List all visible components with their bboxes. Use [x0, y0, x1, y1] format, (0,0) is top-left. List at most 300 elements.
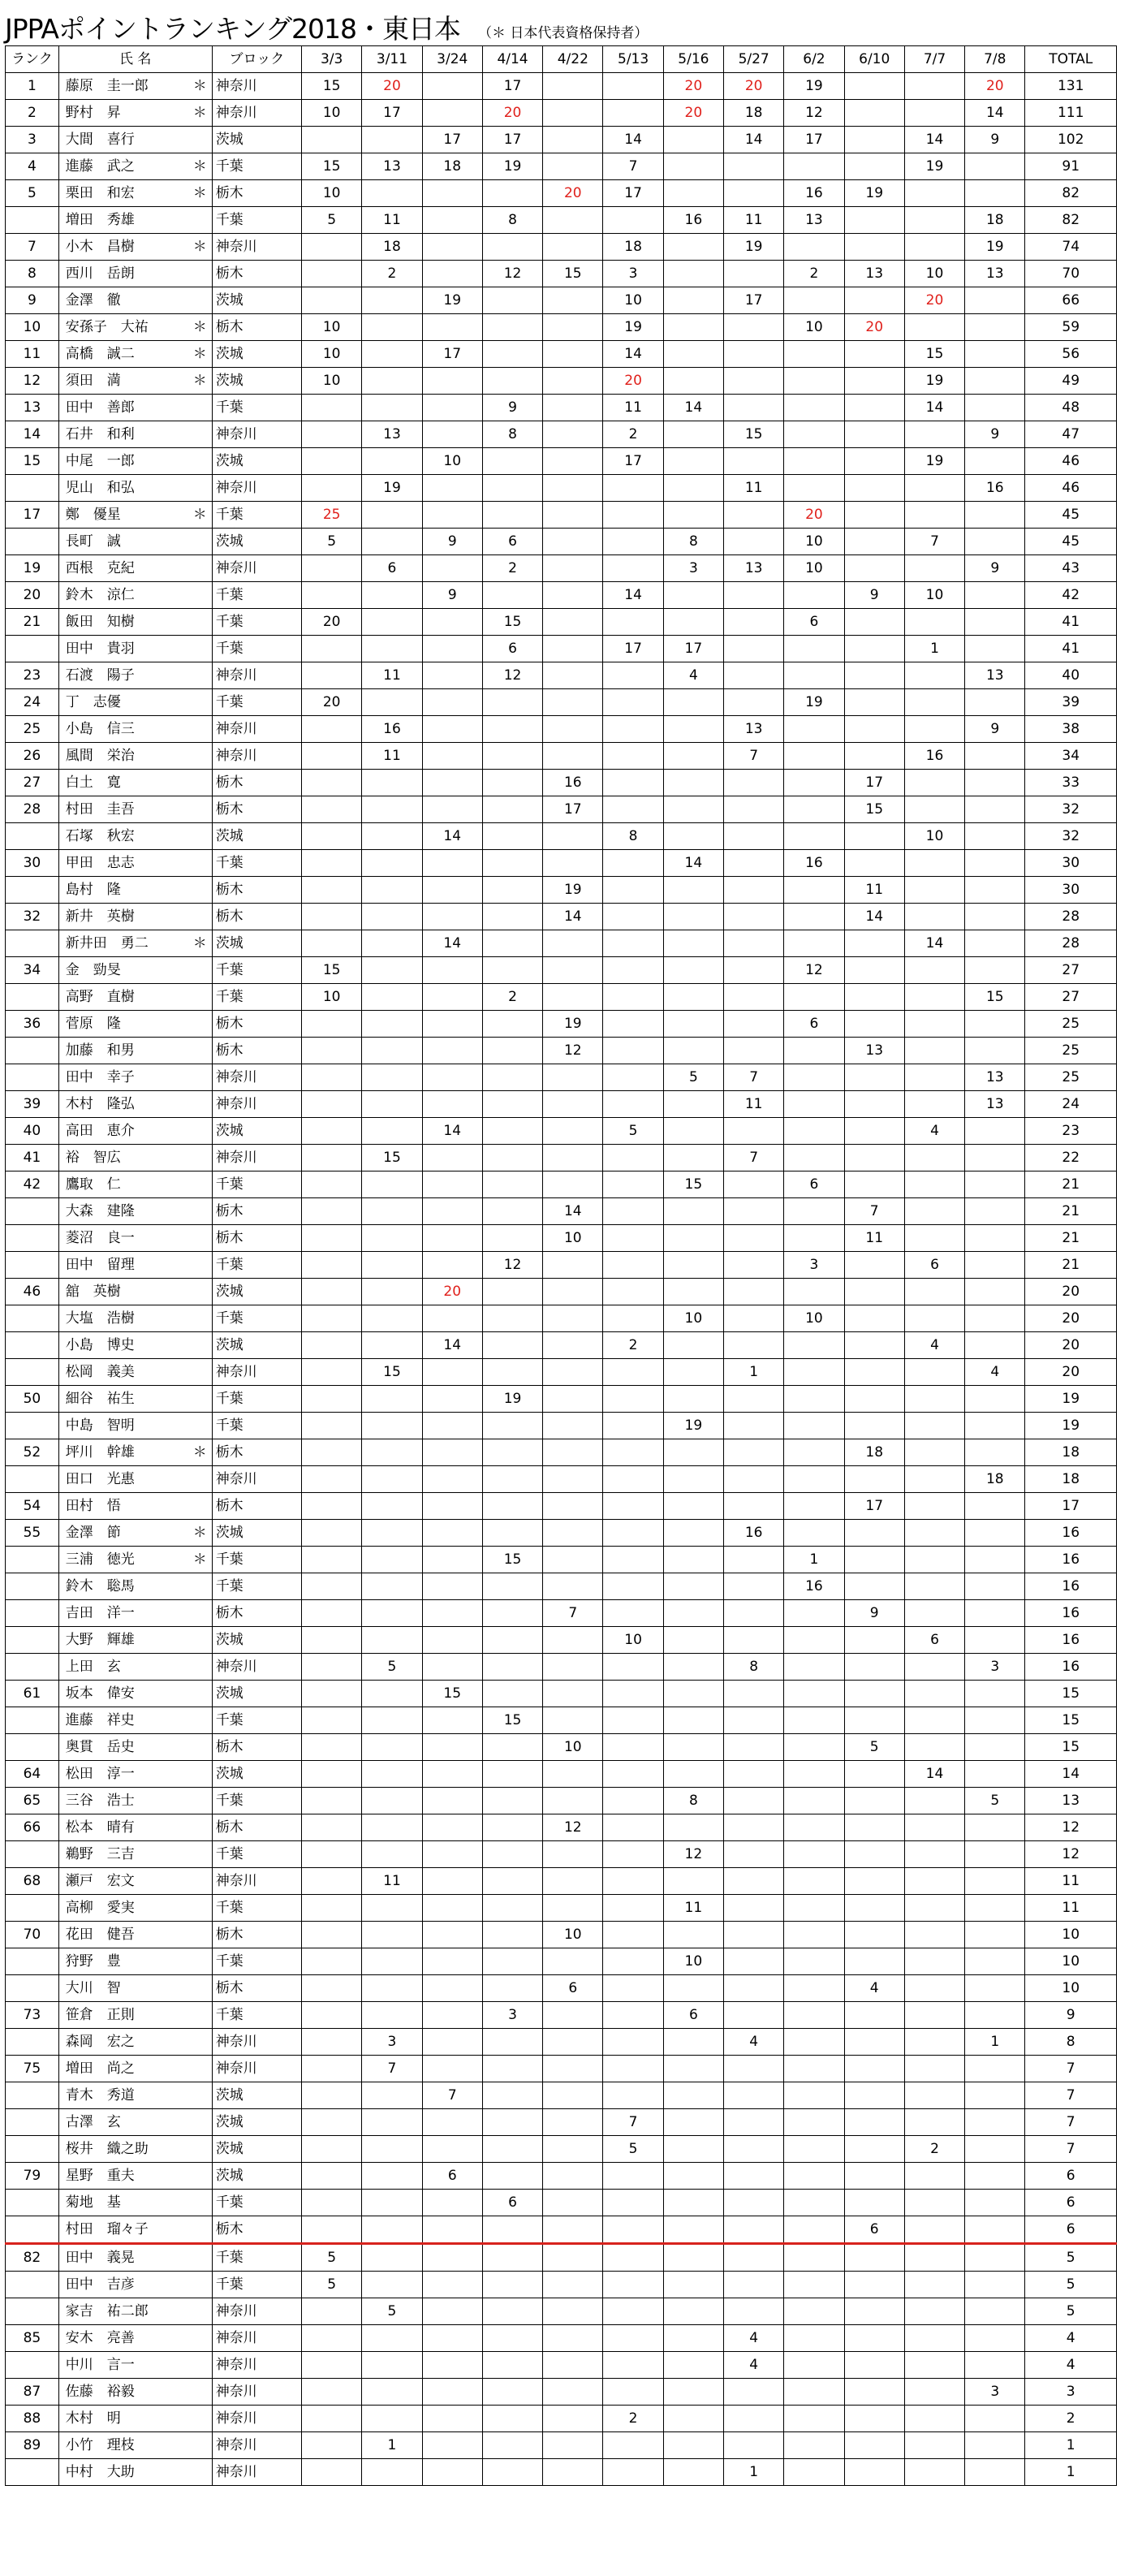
score-cell [724, 1225, 784, 1252]
score-cell [784, 823, 844, 850]
score-cell [302, 904, 362, 930]
score-cell [724, 636, 784, 662]
score-cell [543, 609, 603, 636]
score-cell [302, 1520, 362, 1547]
score-cell [302, 1600, 362, 1627]
score-cell [965, 448, 1025, 475]
rank-cell: 24 [6, 689, 59, 716]
total-cell: 24 [1025, 1091, 1117, 1118]
score-cell [482, 1573, 542, 1600]
score-cell [784, 448, 844, 475]
score-cell [904, 1145, 964, 1171]
score-cell [482, 1948, 542, 1975]
rank-cell: 55 [6, 1520, 59, 1547]
player-name: 西根 克紀 [65, 560, 135, 576]
score-cell [904, 1975, 964, 2002]
score-cell [965, 823, 1025, 850]
table-row [6, 234, 1117, 261]
block-cell: 茨城 [212, 1332, 301, 1359]
score-cell [482, 448, 542, 475]
score-cell [663, 2272, 723, 2298]
score-cell [543, 448, 603, 475]
score-cell [422, 555, 482, 582]
score-cell: 15 [302, 73, 362, 100]
score-cell: 14 [422, 930, 482, 957]
score-cell: 20 [302, 689, 362, 716]
score-cell [603, 2029, 663, 2056]
score-cell: 14 [603, 127, 663, 153]
total-cell: 21 [1025, 1198, 1117, 1225]
player-name: 安木 亮善 [65, 2330, 135, 2346]
score-cell [965, 609, 1025, 636]
score-cell [543, 743, 603, 770]
header-date: 7/7 [904, 46, 964, 73]
score-cell [663, 1654, 723, 1681]
score-cell [302, 261, 362, 287]
name-cell [58, 1145, 212, 1171]
table-row [6, 1868, 1117, 1895]
rank-cell [6, 1413, 59, 1439]
table-row [6, 1600, 1117, 1627]
score-cell [482, 2432, 542, 2459]
score-cell [904, 904, 964, 930]
score-cell: 5 [844, 1734, 904, 1761]
score-cell: 15 [482, 609, 542, 636]
score-cell [965, 1895, 1025, 1922]
total-cell: 16 [1025, 1573, 1117, 1600]
table-row [6, 1788, 1117, 1814]
score-cell [844, 207, 904, 234]
score-cell [844, 341, 904, 368]
score-cell [603, 1788, 663, 1814]
score-cell [543, 1252, 603, 1279]
score-cell [482, 1305, 542, 1332]
player-name: 三谷 浩士 [65, 1793, 135, 1809]
score-cell [784, 1600, 844, 1627]
player-name: 高橋 誠二 [65, 346, 135, 362]
score-cell [422, 1359, 482, 1386]
score-cell [362, 1975, 422, 2002]
score-cell [784, 2029, 844, 2056]
rank-cell: 65 [6, 1788, 59, 1814]
score-cell [724, 180, 784, 207]
score-cell [543, 1091, 603, 1118]
score-cell [663, 1011, 723, 1038]
player-name: 丁 志優 [65, 694, 121, 710]
table-row [6, 1627, 1117, 1654]
qualification-mark: ＊ [192, 158, 207, 175]
score-cell [482, 796, 542, 823]
name-cell [58, 2109, 212, 2136]
total-cell: 46 [1025, 475, 1117, 502]
score-cell [543, 2432, 603, 2459]
score-cell [422, 662, 482, 689]
score-cell: 19 [724, 234, 784, 261]
score-cell [663, 1734, 723, 1761]
score-cell [302, 1493, 362, 1520]
score-cell [422, 957, 482, 984]
score-cell [784, 1332, 844, 1359]
score-cell [844, 1118, 904, 1145]
score-cell [965, 877, 1025, 904]
player-name: 三浦 徳光 [65, 1551, 135, 1568]
score-cell [362, 1895, 422, 1922]
score-cell [603, 1895, 663, 1922]
score-cell [362, 850, 422, 877]
score-cell: 16 [784, 180, 844, 207]
score-cell: 15 [362, 1359, 422, 1386]
block-cell: 茨城 [212, 368, 301, 395]
score-cell [663, 341, 723, 368]
score-cell [422, 2432, 482, 2459]
score-cell [904, 2109, 964, 2136]
score-cell [965, 1681, 1025, 1707]
score-cell: 15 [422, 1681, 482, 1707]
score-cell: 4 [663, 662, 723, 689]
score-cell [844, 984, 904, 1011]
score-cell: 3 [482, 2002, 542, 2029]
score-cell [965, 1627, 1025, 1654]
score-cell [784, 2056, 844, 2082]
name-cell [58, 448, 212, 475]
score-cell [724, 2432, 784, 2459]
score-cell [724, 2406, 784, 2432]
score-cell [302, 2136, 362, 2163]
table-row [6, 716, 1117, 743]
score-cell [784, 904, 844, 930]
table-row [6, 1814, 1117, 1841]
total-cell: 17 [1025, 1493, 1117, 1520]
score-cell [965, 1225, 1025, 1252]
table-row [6, 770, 1117, 796]
qualification-mark: ＊ [192, 346, 207, 362]
score-cell [784, 2406, 844, 2432]
score-cell [482, 930, 542, 957]
score-cell [603, 2432, 663, 2459]
total-cell: 5 [1025, 2244, 1117, 2272]
rank-cell [6, 2190, 59, 2216]
table-row [6, 1252, 1117, 1279]
block-cell: 千葉 [212, 609, 301, 636]
score-cell: 10 [302, 341, 362, 368]
score-cell [362, 770, 422, 796]
score-cell [784, 2109, 844, 2136]
score-cell [904, 1305, 964, 1332]
total-cell: 16 [1025, 1520, 1117, 1547]
score-cell [543, 207, 603, 234]
table-row [6, 957, 1117, 984]
score-cell [663, 2406, 723, 2432]
score-cell: 10 [302, 984, 362, 1011]
total-cell: 7 [1025, 2136, 1117, 2163]
score-cell [724, 1788, 784, 1814]
score-cell [543, 2379, 603, 2406]
score-cell [724, 984, 784, 1011]
score-cell [482, 287, 542, 314]
score-cell [844, 1279, 904, 1305]
block-cell: 神奈川 [212, 2379, 301, 2406]
score-cell [965, 368, 1025, 395]
player-name: 中島 智明 [65, 1417, 135, 1434]
table-row [6, 904, 1117, 930]
table-row [6, 2379, 1117, 2406]
score-cell [422, 1225, 482, 1252]
score-cell [724, 1198, 784, 1225]
score-cell: 20 [603, 368, 663, 395]
total-cell: 20 [1025, 1332, 1117, 1359]
score-cell [482, 1841, 542, 1868]
score-cell: 19 [904, 448, 964, 475]
page-header [5, 2, 648, 47]
score-cell [965, 796, 1025, 823]
score-cell [663, 930, 723, 957]
block-cell: 千葉 [212, 1413, 301, 1439]
header-date: 4/14 [482, 46, 542, 73]
score-cell [965, 1011, 1025, 1038]
player-name: 甲田 忠志 [65, 855, 135, 871]
score-cell: 13 [844, 1038, 904, 1064]
score-cell [603, 2298, 663, 2325]
score-cell [965, 1868, 1025, 1895]
score-cell [663, 1707, 723, 1734]
block-cell: 千葉 [212, 2244, 301, 2272]
score-cell [422, 2244, 482, 2272]
player-name: 吉田 洋一 [65, 1605, 135, 1621]
total-cell: 131 [1025, 73, 1117, 100]
score-cell [302, 395, 362, 421]
score-cell [422, 1922, 482, 1948]
table-row [6, 475, 1117, 502]
score-cell: 14 [724, 127, 784, 153]
name-cell [58, 421, 212, 448]
score-cell [362, 395, 422, 421]
total-cell: 5 [1025, 2272, 1117, 2298]
score-cell [965, 1145, 1025, 1171]
score-cell [482, 2082, 542, 2109]
name-cell [58, 2216, 212, 2244]
player-name: 藤原 圭一郎 [65, 78, 149, 94]
score-cell [482, 957, 542, 984]
score-cell [904, 1171, 964, 1198]
score-cell [724, 1627, 784, 1654]
score-cell [482, 368, 542, 395]
block-cell: 千葉 [212, 1171, 301, 1198]
total-cell: 102 [1025, 127, 1117, 153]
score-cell [543, 1413, 603, 1439]
total-cell: 18 [1025, 1439, 1117, 1466]
score-cell [904, 1734, 964, 1761]
score-cell: 9 [844, 582, 904, 609]
rank-cell [6, 207, 59, 234]
score-cell [302, 1948, 362, 1975]
score-cell [302, 1252, 362, 1279]
score-cell [663, 1332, 723, 1359]
score-cell [663, 1547, 723, 1573]
rank-cell: 40 [6, 1118, 59, 1145]
score-cell [603, 2272, 663, 2298]
score-cell [422, 1091, 482, 1118]
score-cell [784, 1814, 844, 1841]
score-cell [362, 1064, 422, 1091]
score-cell [784, 1948, 844, 1975]
score-cell [362, 1466, 422, 1493]
block-cell: 栃木 [212, 261, 301, 287]
score-cell [543, 555, 603, 582]
score-cell [965, 2109, 1025, 2136]
score-cell [362, 1493, 422, 1520]
score-cell [603, 877, 663, 904]
score-cell [724, 823, 784, 850]
score-cell [603, 1547, 663, 1573]
score-cell [844, 100, 904, 127]
table-row [6, 1520, 1117, 1547]
score-cell [603, 2352, 663, 2379]
player-name: 安孫子 大祐 [65, 319, 149, 335]
player-name: 新井田 勇二 [65, 935, 149, 951]
score-cell [844, 2002, 904, 2029]
score-cell [543, 127, 603, 153]
score-cell [543, 2082, 603, 2109]
total-cell: 6 [1025, 2163, 1117, 2190]
score-cell [844, 2029, 904, 2056]
score-cell [663, 1761, 723, 1788]
score-cell [482, 1600, 542, 1627]
score-cell [904, 2379, 964, 2406]
rank-cell: 70 [6, 1922, 59, 1948]
table-row [6, 1064, 1117, 1091]
score-cell [784, 1922, 844, 1948]
table-row [6, 1841, 1117, 1868]
score-cell: 13 [844, 261, 904, 287]
score-cell [362, 2244, 422, 2272]
block-cell: 栃木 [212, 1225, 301, 1252]
score-cell: 1 [904, 636, 964, 662]
score-cell: 12 [543, 1814, 603, 1841]
name-cell [58, 2406, 212, 2432]
score-cell [904, 984, 964, 1011]
rank-cell [6, 2029, 59, 2056]
score-cell [302, 1868, 362, 1895]
score-cell [965, 2325, 1025, 2352]
score-cell [844, 368, 904, 395]
score-cell [844, 2352, 904, 2379]
name-cell [58, 261, 212, 287]
block-cell: 栃木 [212, 2216, 301, 2244]
score-cell [965, 2244, 1025, 2272]
score-cell [965, 582, 1025, 609]
rank-cell: 17 [6, 502, 59, 529]
score-cell [543, 1118, 603, 1145]
name-cell [58, 1305, 212, 1332]
table-row [6, 2029, 1117, 2056]
total-cell: 48 [1025, 395, 1117, 421]
score-cell [422, 207, 482, 234]
score-cell [302, 1332, 362, 1359]
score-cell [543, 421, 603, 448]
player-name: 増田 尚之 [65, 2060, 135, 2077]
score-cell [724, 662, 784, 689]
score-cell [724, 1895, 784, 1922]
score-cell [844, 2109, 904, 2136]
player-name: 坂本 偉安 [65, 1685, 135, 1702]
block-cell: 千葉 [212, 1895, 301, 1922]
score-cell: 7 [904, 529, 964, 555]
score-cell [965, 1814, 1025, 1841]
score-cell: 10 [904, 582, 964, 609]
total-cell: 4 [1025, 2352, 1117, 2379]
score-cell [724, 1814, 784, 1841]
rank-cell [6, 1734, 59, 1761]
player-name: 奥貫 岳史 [65, 1739, 135, 1755]
score-cell [302, 1386, 362, 1413]
score-cell [724, 1332, 784, 1359]
score-cell [543, 2298, 603, 2325]
score-cell [362, 1439, 422, 1466]
table-row [6, 2082, 1117, 2109]
score-cell [302, 1198, 362, 1225]
score-cell [362, 2406, 422, 2432]
score-cell [543, 2352, 603, 2379]
score-cell [362, 796, 422, 823]
score-cell [784, 2459, 844, 2486]
name-cell [58, 823, 212, 850]
score-cell [844, 930, 904, 957]
block-cell: 千葉 [212, 395, 301, 421]
score-cell [724, 2082, 784, 2109]
table-row [6, 555, 1117, 582]
header-date: 5/13 [603, 46, 663, 73]
score-cell [965, 1547, 1025, 1573]
score-cell [603, 1707, 663, 1734]
block-cell: 千葉 [212, 1252, 301, 1279]
score-cell [784, 1975, 844, 2002]
player-name: 大森 建隆 [65, 1203, 135, 1219]
score-cell: 19 [784, 689, 844, 716]
score-cell [362, 1252, 422, 1279]
score-cell [422, 73, 482, 100]
total-cell: 20 [1025, 1279, 1117, 1305]
rank-cell [6, 877, 59, 904]
player-name: 鵜野 三吉 [65, 1846, 135, 1862]
score-cell [844, 153, 904, 180]
rank-cell [6, 930, 59, 957]
total-cell: 41 [1025, 609, 1117, 636]
score-cell [422, 2352, 482, 2379]
name-cell [58, 957, 212, 984]
total-cell: 82 [1025, 207, 1117, 234]
score-cell [724, 2244, 784, 2272]
score-cell [965, 1305, 1025, 1332]
score-cell [965, 850, 1025, 877]
rank-cell: 61 [6, 1681, 59, 1707]
score-cell [482, 1198, 542, 1225]
block-cell: 千葉 [212, 1547, 301, 1573]
block-cell: 神奈川 [212, 1145, 301, 1171]
score-cell [603, 1761, 663, 1788]
name-cell [58, 850, 212, 877]
score-cell [482, 1064, 542, 1091]
score-cell [724, 368, 784, 395]
player-name: 金澤 節 [65, 1525, 121, 1541]
score-cell: 4 [844, 1975, 904, 2002]
score-cell: 15 [663, 1171, 723, 1198]
player-name: 菊地 基 [65, 2194, 121, 2211]
total-cell: 59 [1025, 314, 1117, 341]
score-cell [543, 314, 603, 341]
score-cell [362, 2325, 422, 2352]
score-cell: 19 [663, 1413, 723, 1439]
score-cell: 14 [663, 850, 723, 877]
